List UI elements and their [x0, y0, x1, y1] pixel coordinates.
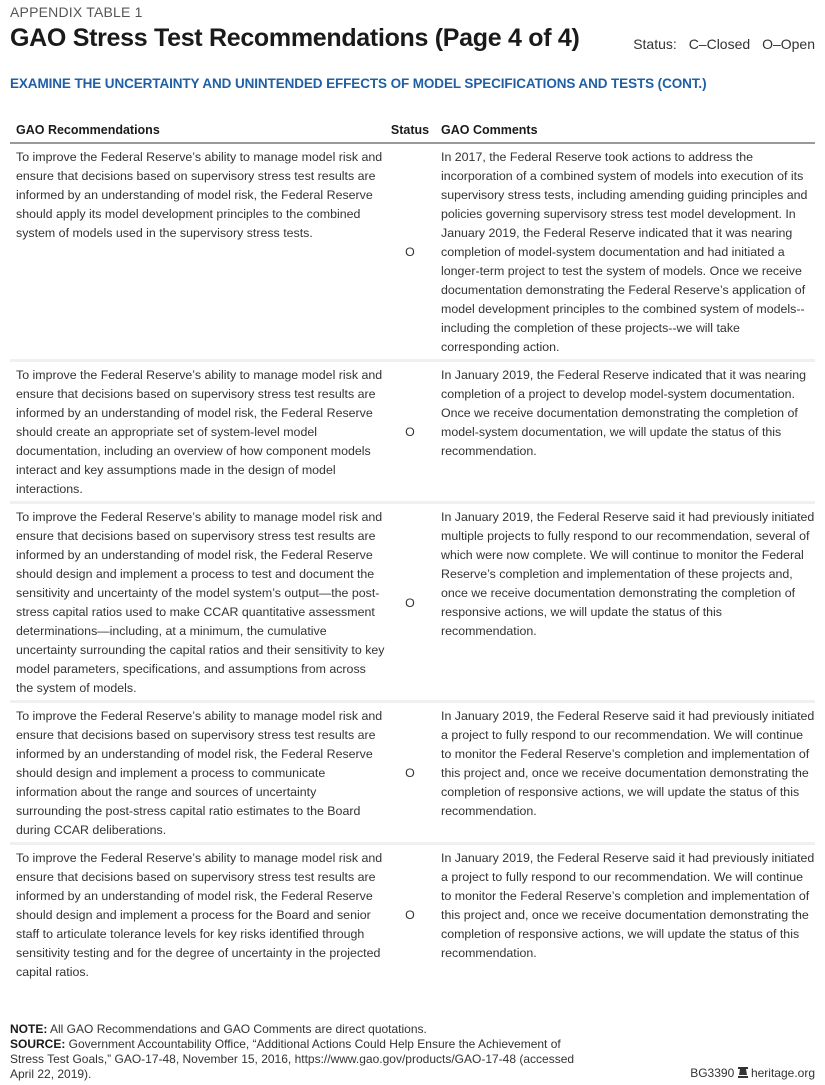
site-link[interactable]: heritage.org: [750, 1066, 815, 1080]
table-header: [10, 120, 815, 144]
source-label: SOURCE:: [10, 1037, 66, 1051]
note: [10, 1022, 590, 1037]
column-header-comments: GAO Comments: [441, 123, 538, 137]
status-key: [625, 36, 815, 52]
recommendation-cell: To improve the Federal Reserve’s ability to manage model risk and ensure that decisions based on supervisory stress test results are informed by an understanding of model risk, the Federal Reserve should design and implement a process to communicate information about the range and sources of uncertainty surrounding the post-stress capital ratio estimates to the Board during CCAR deliberations.: [16, 709, 383, 837]
report-code: BG3390: [690, 1066, 735, 1080]
bell-icon: [738, 1066, 751, 1080]
status-key-open: O–Open: [762, 36, 815, 52]
note-text: All GAO Recommendations and GAO Comments are direct quotations.: [47, 1022, 427, 1036]
comment-cell: In January 2019, the Federal Reserve said it had previously initiated multiple projects to fully respond to our recommendation, several of which were now complete. We will continue to monitor the Federal Reserve’s completion and implementation of these projects and, once we receive documentation demonstrating the completion of responsive actions, we will update the status of this recommendation.: [441, 510, 815, 638]
section-title: EXAMINE THE UNCERTAINTY AND UNINTENDED EFFECTS OF MODEL SPECIFICATIONS AND TESTS (CONT.): [10, 76, 707, 91]
table-row: [10, 144, 815, 362]
status-cell: O: [405, 766, 415, 780]
comment-cell: In January 2019, the Federal Reserve said it had previously initiated a project to fully respond to our recommendation. We will continue to monitor the Federal Reserve’s completion and implementation of this project and, once we receive documentation demonstrating the completion of responsive actions, we will update the status of this recommendation.: [441, 709, 815, 818]
status-cell: O: [405, 595, 415, 610]
column-header-status: Status: [390, 123, 430, 137]
comment-cell: In 2017, the Federal Reserve took actions to address the incorporation of a combined system of models into execution of its supervisory stress tests, including amending guiding principles and policies governing supervisory stress test model development. In January 2019, the Federal Reserve indicated that it was nearing completion of model-system documentation and had initiated a longer-term project to test the system of models. Once we receive documentation demonstrating the Federal Reserve’s application of model development principles to the combined system of models--including the completion of these projects--we will take corresponding action.: [441, 150, 808, 354]
table-row: [10, 504, 815, 703]
status-key-closed: C–Closed: [688, 36, 751, 52]
status-cell: O: [405, 245, 415, 259]
page-title: GAO Stress Test Recommendations (Page 4 of 4): [10, 24, 580, 52]
appendix-label: APPENDIX TABLE 1: [10, 4, 143, 20]
table-row: [10, 362, 815, 504]
recommendation-cell: To improve the Federal Reserve’s ability to manage model risk and ensure that decisions based on supervisory stress test results are informed by an understanding of model risk, the Federal Reserve should create an appropriate set of system-level model documentation, including an overview of how component models interact and key assumptions made in the design of model interactions.: [16, 368, 383, 496]
column-header-recommendations: GAO Recommendations: [16, 123, 160, 137]
status-key-label: Status:: [633, 36, 677, 52]
source: [10, 1037, 590, 1082]
note-label: NOTE:: [10, 1022, 48, 1036]
status-cell: O: [405, 908, 415, 922]
recommendation-cell: To improve the Federal Reserve’s ability to manage model risk and ensure that decisions based on supervisory stress test results are informed by an understanding of model risk, the Federal Reserve should apply its model development principles to the combined system of models used in the supervisory stress tests.: [16, 150, 383, 240]
status-cell: O: [405, 425, 415, 439]
recommendation-cell: To improve the Federal Reserve’s ability to manage model risk and ensure that decisions based on supervisory stress test results are informed by an understanding of model risk, the Federal Reserve should design and implement a process to test and document the sensitivity and uncertainty of the model system’s output—the post-stress capital ratios used to make CCAR quantitative assessment determinations—including, at a minimum, the cumulative uncertainty surrounding the capital ratios and their sensitivity to key model parameters, specifications, and assumptions from across the system of models.: [16, 510, 385, 695]
table-row: [10, 703, 815, 845]
comment-cell: In January 2019, the Federal Reserve indicated that it was nearing completion of a project to develop model-system documentation. Once we receive documentation demonstrating the completion of model-system documentation, we will update the status of this recommendation.: [441, 368, 807, 458]
comment-cell: In January 2019, the Federal Reserve said it had previously initiated a project to fully respond to our recommendation. We will continue to monitor the Federal Reserve’s completion and implementation of this project and, once we receive documentation demonstrating the completion of responsive actions, we will update the status of this recommendation.: [441, 851, 815, 960]
source-text: Government Accountability Office, “Additional Actions Could Help Ensure the Achievement of Stress Test Goals,” GAO-17-48, November 15, 2016, https://www.gao.gov/products/GAO-17-48 (accessed April 22, 2019).: [10, 1037, 575, 1081]
recommendation-cell: To improve the Federal Reserve’s ability to manage model risk and ensure that decisions based on supervisory stress test results are informed by an understanding of model risk, the Federal Reserve should design and implement a process for the Board and senior staff to articulate tolerance levels for key risks identified through sensitivity testing and for the degree of uncertainty in the projected capital ratios.: [16, 851, 383, 979]
footnotes: [10, 1022, 590, 1082]
recommendations-table: [10, 120, 815, 984]
table-row: [10, 845, 815, 984]
credit: [690, 1066, 815, 1080]
